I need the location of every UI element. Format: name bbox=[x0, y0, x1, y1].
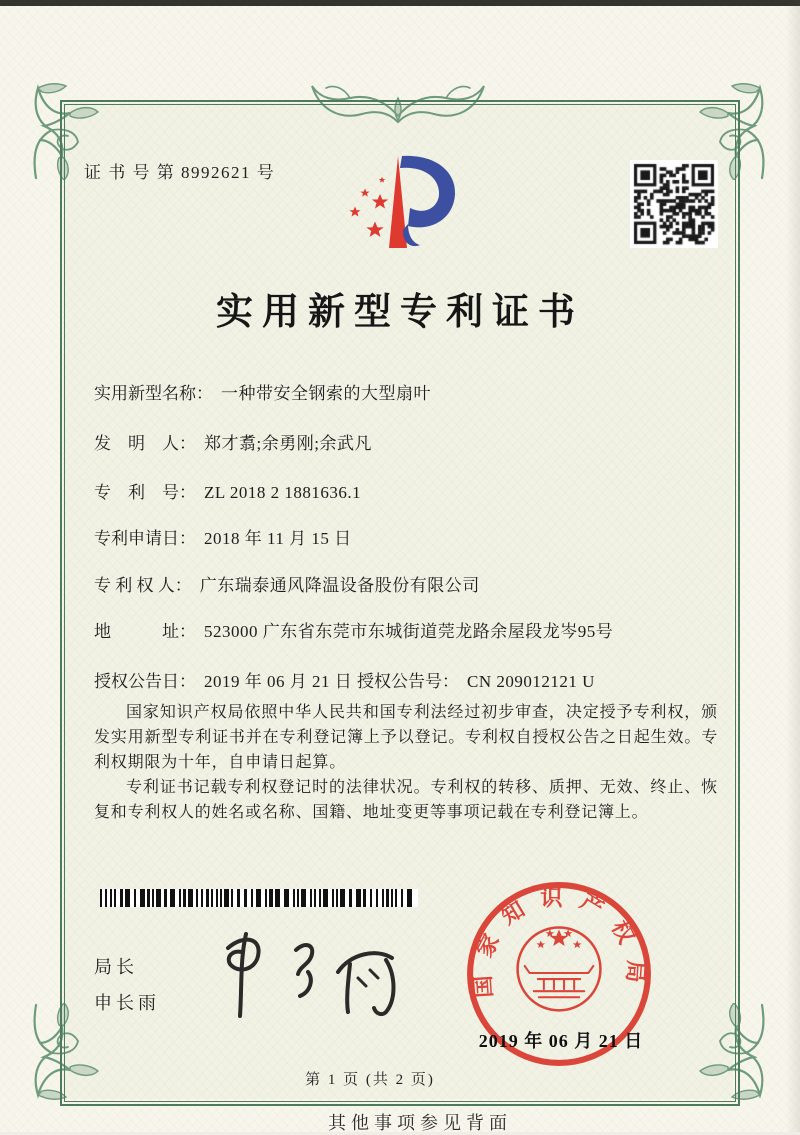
legal-paragraph-1: 国家知识产权局依照中华人民共和国专利法经过初步审查，决定授予专利权，颁发实用新型专利证书并在专利登记簿上予以登记。专利权自授权公告之日起生效。专利权期限为十年，自申请日起算。 bbox=[94, 704, 718, 771]
field-patent-number bbox=[94, 478, 734, 503]
legal-text bbox=[94, 700, 718, 825]
field-grant-number bbox=[357, 667, 595, 692]
field-value: 523000 广东省东莞市东城街道莞龙路余屋段龙岑95号 bbox=[204, 622, 614, 641]
field-label: 发 明 人： bbox=[94, 434, 196, 453]
field-value: 广东瑞泰通风降温设备股份有限公司 bbox=[199, 576, 480, 595]
seal-text: 国家知识产权局 bbox=[469, 885, 649, 999]
qr-code-icon bbox=[630, 160, 718, 248]
field-value: 2018 年 11 月 15 日 bbox=[204, 529, 352, 548]
issuer-title: 局长 bbox=[94, 957, 138, 977]
issuer-name: 申长雨 bbox=[94, 993, 160, 1013]
field-label: 专 利 号： bbox=[94, 483, 196, 502]
field-utility-model-name bbox=[94, 379, 734, 404]
scan-edge-shadow bbox=[786, 0, 800, 1132]
certificate-title: 实用新型专利证书 bbox=[216, 292, 584, 333]
field-grant-date bbox=[94, 672, 352, 691]
field-value: 郑才翥;余勇刚;余武凡 bbox=[204, 434, 372, 453]
field-value: 2019 年 06 月 21 日 bbox=[204, 672, 353, 691]
field-label: 授权公告号： bbox=[357, 672, 459, 691]
barcode-icon bbox=[100, 889, 418, 907]
field-label: 专 利 权 人： bbox=[94, 576, 192, 595]
field-value: 一种带安全钢索的大型扇叶 bbox=[221, 384, 431, 403]
page-number: 第 1 页 (共 2 页) bbox=[305, 1072, 435, 1088]
scan-edge-artifact bbox=[0, 0, 800, 6]
seal-date: 2019 年 06 月 21 日 bbox=[478, 1031, 644, 1051]
field-value: ZL 2018 2 1881636.1 bbox=[204, 483, 362, 502]
field-label: 专利申请日： bbox=[94, 529, 196, 548]
field-address bbox=[94, 617, 734, 642]
director-signature-icon bbox=[200, 912, 420, 1027]
field-label: 地 址： bbox=[94, 622, 196, 641]
field-inventors bbox=[94, 429, 734, 454]
certificate-number: 证 书 号 第 8992621 号 bbox=[84, 163, 276, 182]
field-application-date bbox=[94, 524, 734, 549]
field-label: 授权公告日： bbox=[94, 672, 196, 691]
field-value: CN 209012121 U bbox=[467, 672, 595, 691]
field-label: 实用新型名称： bbox=[94, 384, 213, 403]
field-grant-date-and-number bbox=[94, 667, 734, 692]
cnipa-logo-icon bbox=[338, 146, 468, 264]
legal-paragraph-2: 专利证书记载专利权登记时的法律状况。专利权的转移、质押、无效、终止、恢复和专利权人的姓名或名称、国籍、地址变更等事项记载在专利登记簿上。 bbox=[94, 779, 718, 821]
back-side-note: 其他事项参见背面 bbox=[328, 1113, 512, 1133]
field-patentee bbox=[94, 571, 734, 596]
